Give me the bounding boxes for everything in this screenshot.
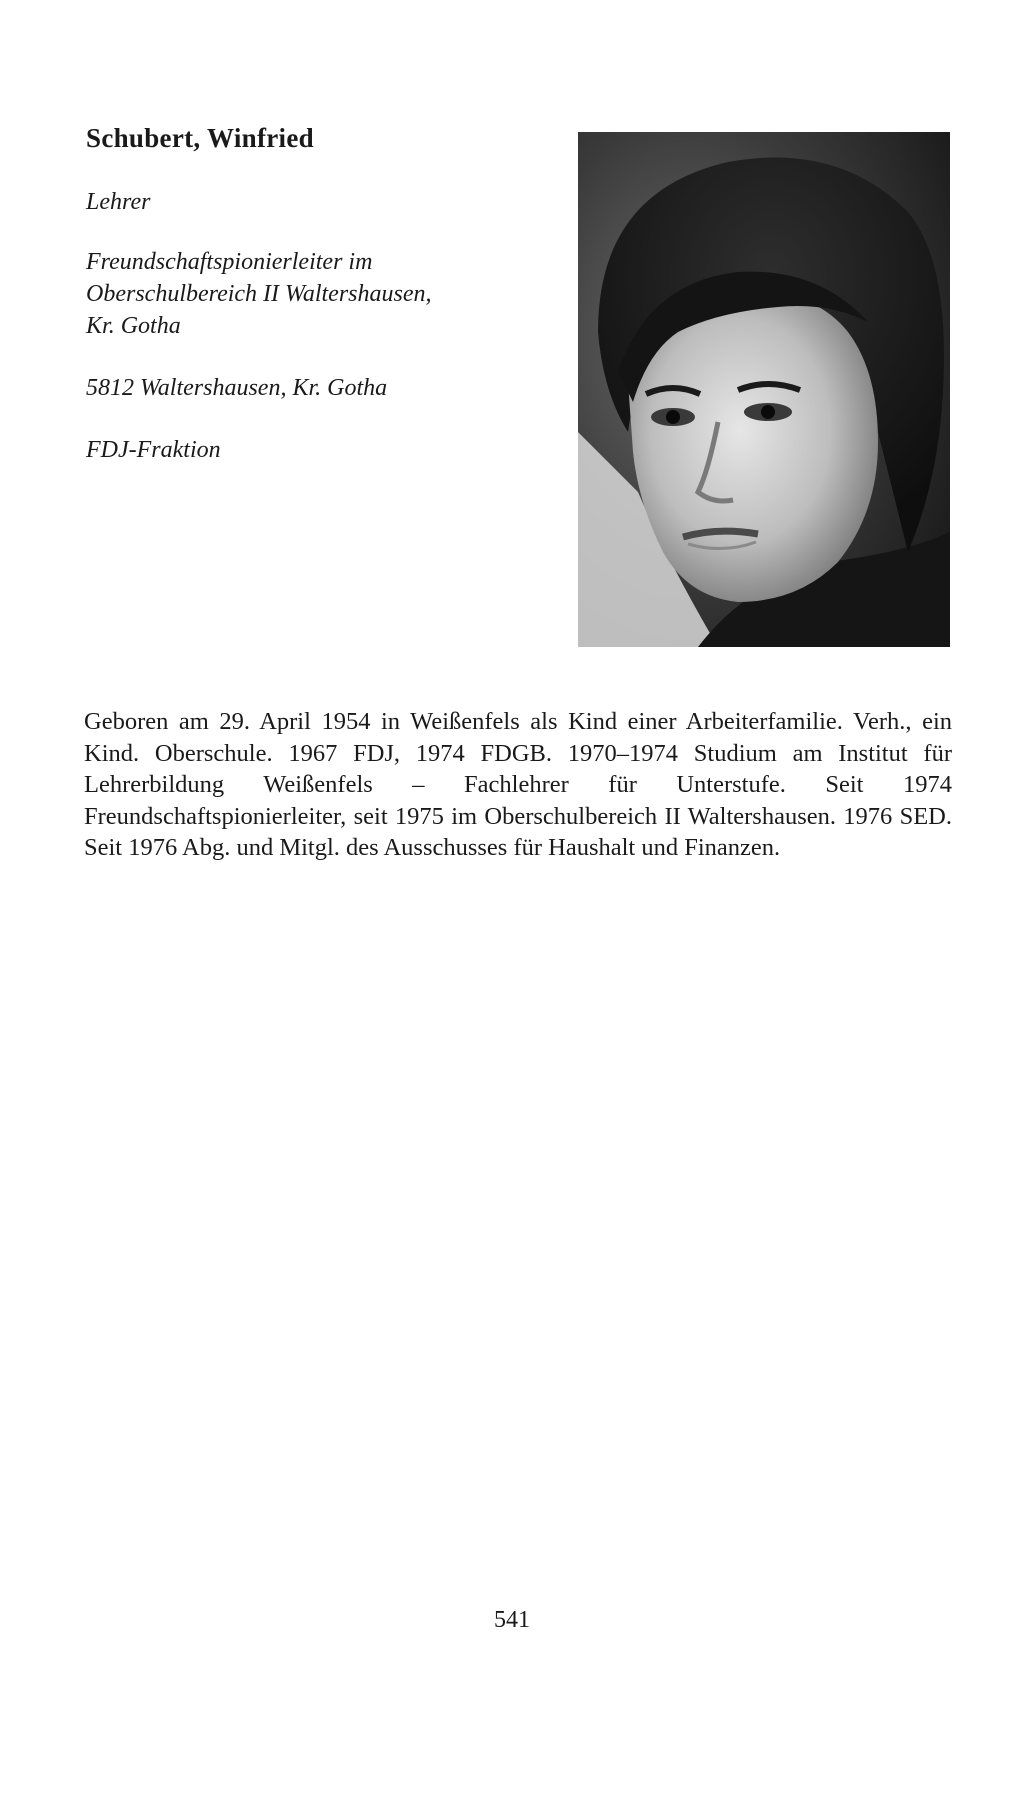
page-number: 541 — [494, 1607, 530, 1633]
position-line: Oberschulbereich II Waltershausen, — [86, 281, 432, 307]
address: 5812 Waltershausen, Kr. Gotha — [86, 375, 388, 401]
portrait-photo — [578, 132, 950, 647]
faction: FDJ-Fraktion — [86, 437, 221, 463]
biography-text: Geboren am 29. April 1954 in Weißenfels als Kind einer Arbeiterfamilie. Verh., ein Kind. Oberschule. 1967 FDJ, 1974 FDGB. 1970–1974 Studium am Institut für Lehrerbildung Weißenfels – Fachlehrer für Unterstufe. Seit 1974 Freundschaftspionierleiter, seit 1975 im Oberschulbereich II Waltershausen. 1976 SED. Seit 1976 Abg. und Mitgl. des Ausschusses für Haushalt und Finanzen. — [84, 708, 952, 861]
entry-header — [86, 120, 556, 466]
person-name: Schubert, Winfried — [86, 123, 314, 153]
portrait-image — [578, 132, 950, 647]
occupation: Lehrer — [86, 189, 151, 215]
position-line: Freundschaftspionierleiter im — [86, 249, 373, 275]
position-line: Kr. Gotha — [86, 313, 181, 339]
position-description — [86, 246, 556, 342]
